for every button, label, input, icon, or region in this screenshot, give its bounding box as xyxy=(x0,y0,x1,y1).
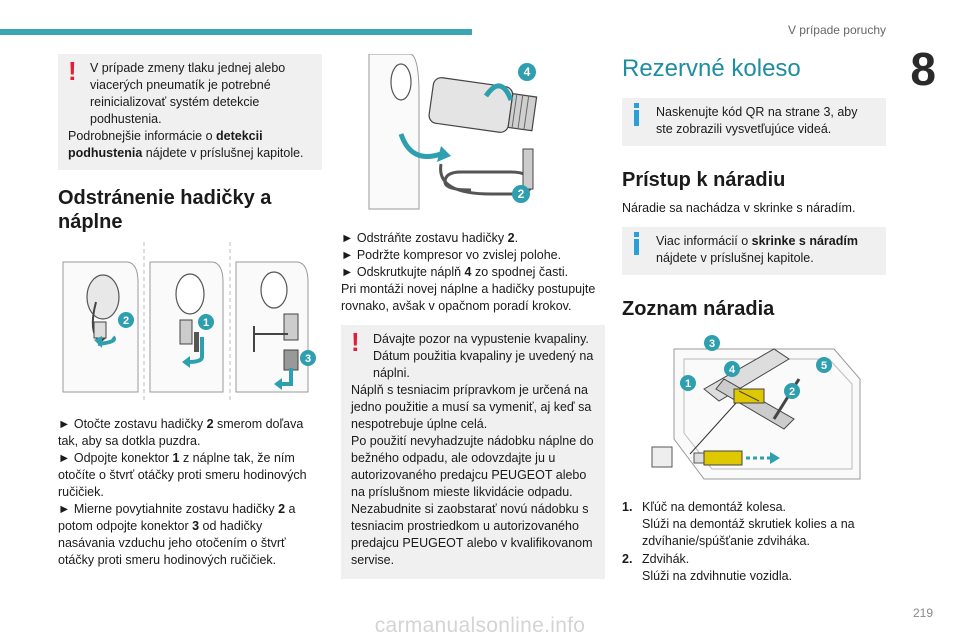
step-3: ► Mierne povytiahnite zostavu hadičky 2 a potom odpojte konektor 3 od hadičky nasávania vzduchu jeho otočením o štvrť otáčky proti smeru hodinových ručičiek. xyxy=(58,502,296,567)
figure-label: 5 xyxy=(820,360,828,372)
reassembly-note: Pri montáži novej náplne a hadičky postupujte rovnako, avšak v opačnom poradí krokov. xyxy=(341,282,596,313)
header-accent-bar xyxy=(0,29,472,35)
warning-icon: ! xyxy=(68,56,77,86)
warning-p1: Dávajte pozor na vypustenie kvapaliny. Dátum použitia kvapaliny je uvedený na náplni. xyxy=(373,332,594,380)
figure-label: 3 xyxy=(304,353,312,365)
figure-toolkit xyxy=(624,329,886,489)
figure-label: 3 xyxy=(708,338,716,350)
figure-label: 1 xyxy=(684,378,692,390)
info-icon xyxy=(634,232,639,256)
warning-text: V prípade zmeny tlaku jednej alebo viacerých pneumatík je potrebné reinicializovať systém detekcie podhustenia. xyxy=(90,61,286,126)
steps-col2 xyxy=(341,230,605,315)
heading-access: Prístup k náradiu xyxy=(622,169,786,191)
column-2 xyxy=(341,54,605,579)
figure-label: 2 xyxy=(788,386,796,398)
link-skrinka-s-naradim[interactable]: skrinke s náradím xyxy=(751,234,858,248)
running-head: V prípade poruchy xyxy=(787,23,886,37)
figure-label: 4 xyxy=(728,364,736,376)
column-1 xyxy=(58,54,322,569)
section-title-spare-wheel: Rezervné koleso xyxy=(622,55,801,82)
figure-label: 2 xyxy=(517,187,525,201)
step-2: ► Podržte kompresor vo zvislej polohe. xyxy=(341,248,562,262)
warning-p4: Nezabudnite si zaobstarať novú nádobku s tesniacim prostriedkom u autorizovaného predajcu PEUGEOT alebo v kvalifikovanom servise. xyxy=(351,502,593,567)
info-note-qr xyxy=(622,98,886,146)
cartridge-removal-illustration xyxy=(341,54,605,214)
tool-list xyxy=(622,499,886,585)
figure-label: 4 xyxy=(523,65,531,79)
column-3 xyxy=(622,54,886,586)
warning-p2: Náplň s tesniacim prípravkom je určená na jedno použitie a musí sa vymeniť, aj keď sa nespotrebuje úplne celá. xyxy=(351,383,592,431)
info-note-toolbox xyxy=(622,227,886,275)
info-text: Viac informácií o skrinke s náradím nájdete v príslušnej kapitole. xyxy=(656,234,858,265)
step-1: ► Odstráňte zostavu hadičky 2. xyxy=(341,231,519,245)
info-text: Naskenujte kód QR na strane 3, aby ste zobrazili vysvetľujúce videá. xyxy=(656,105,858,136)
figure-label: 1 xyxy=(202,317,210,329)
figure-cartridge-removal xyxy=(341,54,605,214)
list-item: 1. Kľúč na demontáž kolesa. Slúži na demontáž skrutiek kolies a na zdvíhanie/spúšťanie zdviháka. xyxy=(622,500,855,548)
watermark: carmanualsonline.info xyxy=(374,614,586,637)
list-item: 2. Zdvihák. Slúži na zdvihnutie vozidla. xyxy=(622,552,793,583)
figure-label: 2 xyxy=(122,315,130,327)
link-detekcia-podhustenia[interactable]: detekcii podhustenia xyxy=(68,129,263,160)
step-1: ► Otočte zostavu hadičky 2 smerom doľava tak, aby sa dotkla puzdra. xyxy=(58,417,304,448)
warning-note-tyre-pressure xyxy=(58,54,322,170)
toolkit-illustration xyxy=(624,329,864,489)
chapter-number: 8 xyxy=(910,43,936,95)
section-heading-removal: Odstránenie hadičky a náplne xyxy=(58,187,272,233)
info-icon xyxy=(634,103,639,127)
warning-text-ref: Podrobnejšie informácie o detekcii podhustenia nájdete v príslušnej kapitole. xyxy=(68,129,304,160)
figure-hose-removal xyxy=(58,242,322,402)
warning-icon: ! xyxy=(351,327,360,357)
step-2: ► Odpojte konektor 1 z náplne tak, že ním otočíte o štvrť otáčky proti smeru hodinových ručičiek. xyxy=(58,451,307,499)
step-3: ► Odskrutkujte náplň 4 zo spodnej časti. xyxy=(341,265,569,279)
steps-col1 xyxy=(58,416,322,569)
warning-note-fluid xyxy=(341,325,605,579)
page-number: 219 xyxy=(912,606,933,620)
access-text: Náradie sa nachádza v skrinke s náradím. xyxy=(622,201,856,215)
warning-p3: Po použití nevyhadzujte nádobku náplne do bežného odpadu, ale odovzdajte ju u autorizovaného predajcu PEUGEOT alebo na príslušnom mieste likvidácie odpadu. xyxy=(351,434,594,499)
heading-tool-list: Zoznam náradia xyxy=(622,298,775,320)
hose-removal-illustration xyxy=(58,242,322,402)
